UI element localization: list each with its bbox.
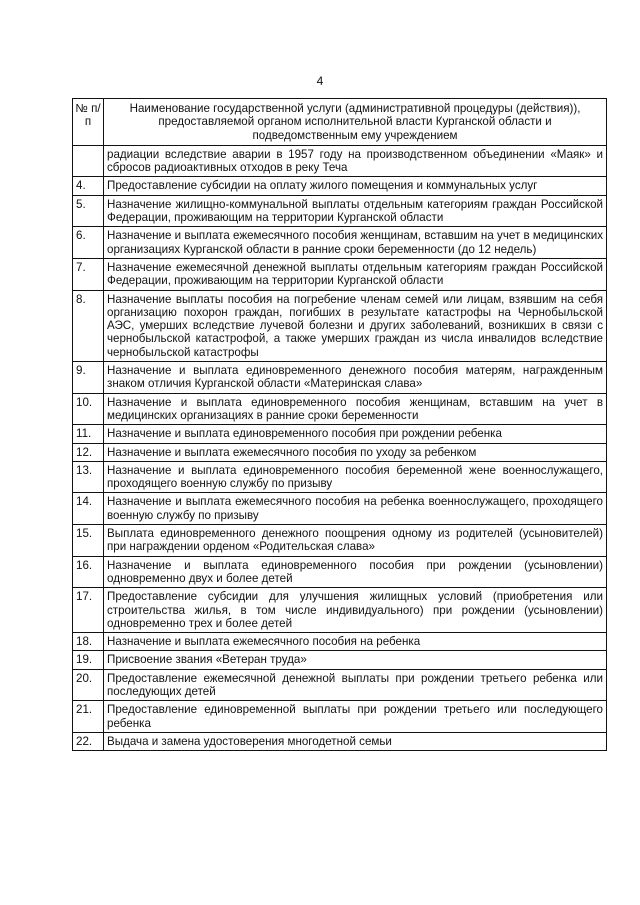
- table-row-continuation: [73, 145, 607, 177]
- row-service-name: Назначение и выплата ежемесячного пособия по уходу за ребенком: [104, 443, 607, 461]
- table-row: [73, 461, 607, 493]
- row-number: 10.: [73, 393, 104, 425]
- row-service-name: Назначение и выплата ежемесячного пособия на ребенка военнослужащего, проходящего военную службу по призыву: [104, 493, 607, 525]
- table-row: [73, 425, 607, 443]
- table-row: [73, 290, 607, 361]
- row-number: 5.: [73, 195, 104, 227]
- row-service-name: Присвоение звания «Ветеран труда»: [104, 651, 607, 669]
- row-number: 20.: [73, 669, 104, 701]
- row-service-name: Назначение и выплата ежемесячного пособия женщинам, вставшим на учет в медицинских организациях Курганской области в ранние сроки беременности (до 12 недель): [104, 227, 607, 259]
- table-row: [73, 443, 607, 461]
- row-number: 19.: [73, 651, 104, 669]
- row-service-name: Предоставление субсидии для улучшения жилищных условий (приобретения или строительства жилья, в том числе индивидуального) при рождении (усыновлении) одновременно трех и более детей: [104, 588, 607, 633]
- row-number: 15.: [73, 525, 104, 557]
- table-row: [73, 525, 607, 557]
- row-number: 9.: [73, 362, 104, 394]
- row-number: 6.: [73, 227, 104, 259]
- row-service-name: Назначение и выплата единовременного пособия при рождении ребенка: [104, 425, 607, 443]
- row-number: 12.: [73, 443, 104, 461]
- row-service-name: Предоставление субсидии на оплату жилого помещения и коммунальных услуг: [104, 177, 607, 195]
- row-service-name: Назначение и выплата единовременного пособия женщинам, вставшим на учет в медицинских организациях в ранние сроки беременности: [104, 393, 607, 425]
- row-number: 13.: [73, 461, 104, 493]
- table-row: [73, 701, 607, 733]
- table-row: [73, 651, 607, 669]
- row-number: 17.: [73, 588, 104, 633]
- row-service-name: Назначение и выплата единовременного пособия беременной жене военнослужащего, проходящего военную службу по призыву: [104, 461, 607, 493]
- row-service-name: Назначение ежемесячной денежной выплаты отдельным категориям граждан Российской Федерации, проживающим на территории Курганской области: [104, 258, 607, 290]
- row-service-name: Назначение и выплата единовременного пособия при рождении (усыновлении) одновременно двух и более детей: [104, 556, 607, 588]
- row-service-name: Назначение и выплата единовременного денежного пособия матерям, награжденным знаком отличия Курганской области «Материнская слава»: [104, 362, 607, 394]
- row-number: 8.: [73, 290, 104, 361]
- row-service-name: Назначение выплаты пособия на погребение членам семей или лицам, взявшим на себя организацию похорон граждан, погибших в результате катастрофы на Чернобыльской АЭС, умерших вследствие лучевой болезни и других заболеваний, возникших в связи с чернобыльской катастрофой, а также умерших граждан из числа инвалидов вследствие чернобыльской катастрофы: [104, 290, 607, 361]
- table-header-row: [73, 99, 607, 146]
- row-service-name: Назначение и выплата ежемесячного пособия на ребенка: [104, 633, 607, 651]
- row-number: 18.: [73, 633, 104, 651]
- row-service-name: радиации вследствие аварии в 1957 году на производственном объединении «Маяк» и сбросов радиоактивных отходов в реку Теча: [104, 145, 607, 177]
- row-service-name: Предоставление единовременной выплаты при рождении третьего или последующего ребенка: [104, 701, 607, 733]
- table-row: [73, 177, 607, 195]
- row-number: 14.: [73, 493, 104, 525]
- table-row: [73, 556, 607, 588]
- row-number: 16.: [73, 556, 104, 588]
- row-number: 11.: [73, 425, 104, 443]
- row-service-name: Выдача и замена удостоверения многодетной семьи: [104, 732, 607, 750]
- table-row: [73, 227, 607, 259]
- row-number: 7.: [73, 258, 104, 290]
- table-row: [73, 195, 607, 227]
- table-row: [73, 732, 607, 750]
- table-row: [73, 633, 607, 651]
- header-number: № п/п: [73, 99, 104, 146]
- table-row: [73, 393, 607, 425]
- table-row: [73, 258, 607, 290]
- page-number: 4: [316, 74, 324, 88]
- row-number: [73, 145, 104, 177]
- row-service-name: Назначение жилищно-коммунальной выплаты отдельным категориям граждан Российской Федерации, проживающим на территории Курганской области: [104, 195, 607, 227]
- row-number: 22.: [73, 732, 104, 750]
- header-service-name: Наименование государственной услуги (административной процедуры (действия)), предоставляемой органом исполнительной власти Курганской области и подведомственным ему учреждением: [104, 99, 607, 146]
- table-row: [73, 588, 607, 633]
- row-service-name: Предоставление ежемесячной денежной выплаты при рождении третьего ребенка или последующих детей: [104, 669, 607, 701]
- row-number: 4.: [73, 177, 104, 195]
- table-row: [73, 493, 607, 525]
- table-row: [73, 362, 607, 394]
- table-row: [73, 669, 607, 701]
- row-service-name: Выплата единовременного денежного поощрения одному из родителей (усыновителей) при награждении орденом «Родительская слава»: [104, 525, 607, 557]
- services-table: [72, 98, 607, 751]
- row-number: 21.: [73, 701, 104, 733]
